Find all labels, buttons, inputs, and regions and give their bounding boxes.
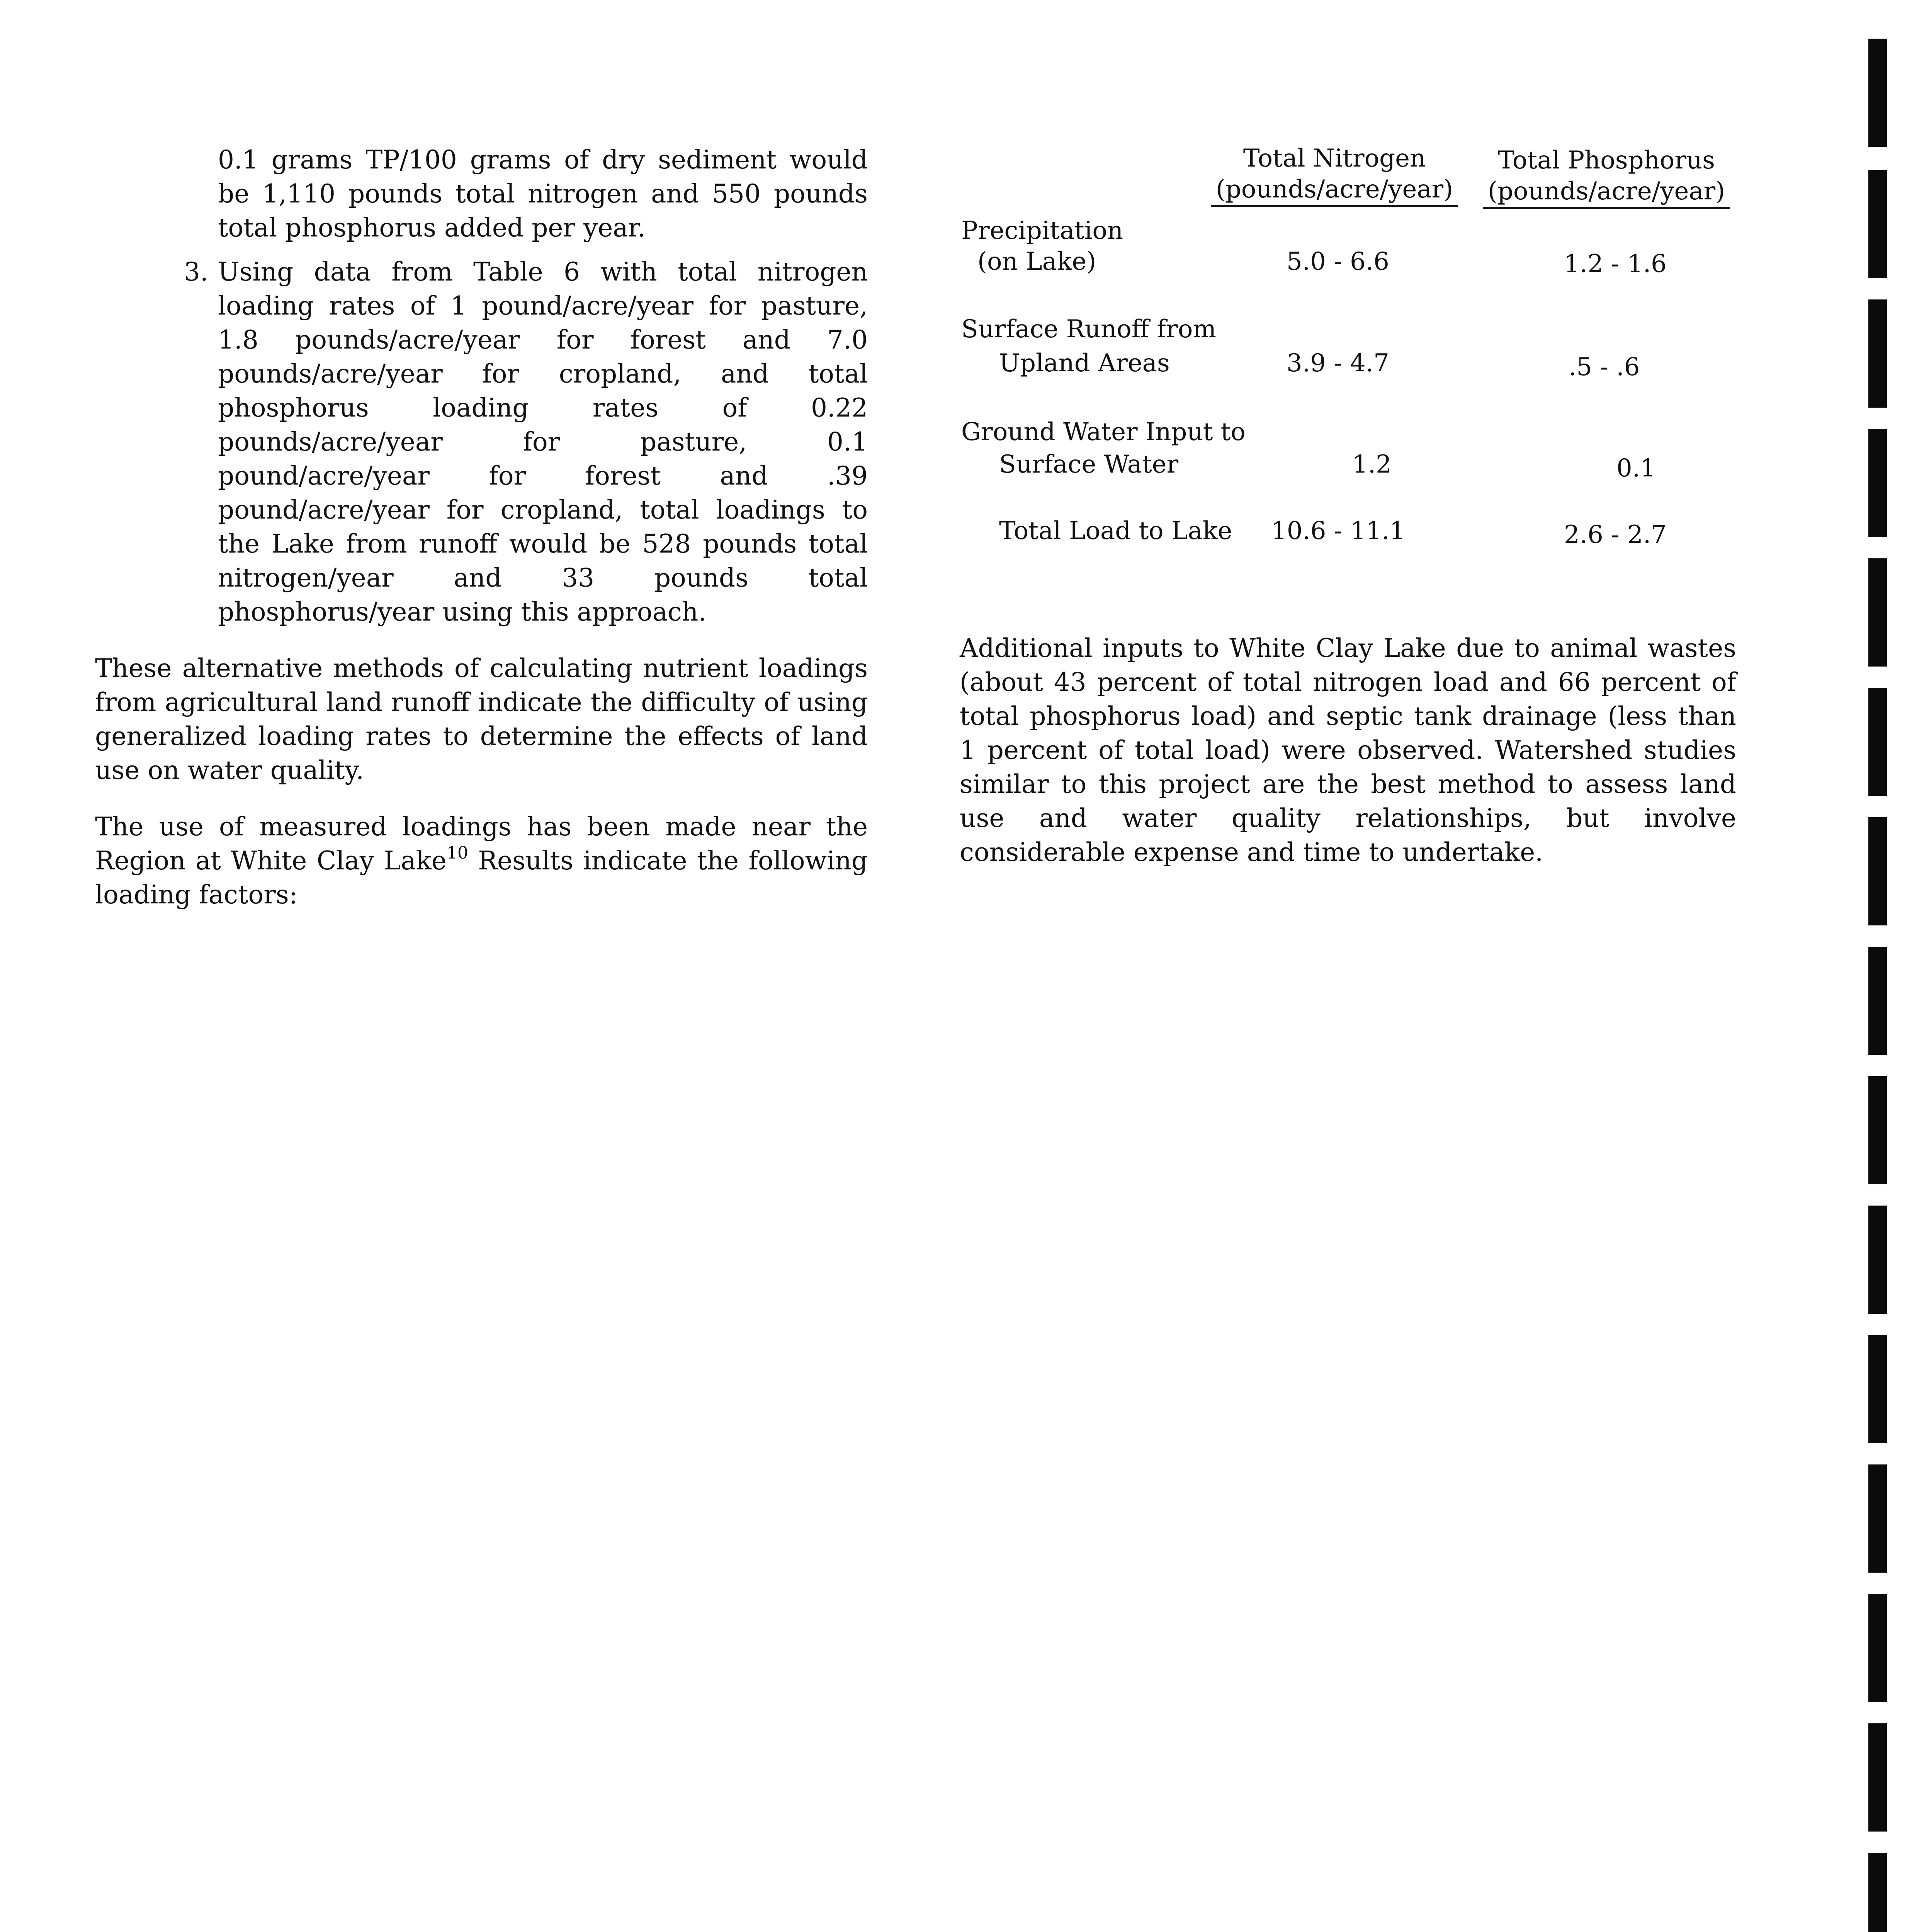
binding-mark — [1868, 1594, 1887, 1702]
binding-mark — [1868, 1076, 1887, 1184]
binding-mark — [1868, 1335, 1887, 1443]
column-header: Total Phosphorus — [1498, 146, 1715, 175]
continuation-paragraph: 0.1 grams TP/100 grams of dry sediment would be 1,110 pounds total nitrogen and 550 pounds total phosphorus added per year. — [218, 145, 868, 243]
nitrogen-value: 10.6 - 11.1 — [1271, 517, 1406, 545]
row-label: Surface Water — [999, 450, 1179, 479]
body-paragraph: Additional inputs to White Clay Lake due to animal wastes (about 43 percent of total nitrogen load and 66 percent of total phosphorus load) and septic tank drainage (less than 1 percent of total load) were observed. Watershed studies similar to this project are the best method to assess land use and water quality relationships, but involve considerable expense and time to undertake. — [960, 633, 1736, 867]
paragraph-text: The use of measured loadings has been made near the Region at White Clay Lake — [95, 812, 868, 876]
binding-mark — [1868, 688, 1887, 796]
paragraph-text: Results indicate the following loading factors: — [95, 846, 868, 910]
phosphorus-value: 2.6 - 2.7 — [1564, 520, 1667, 549]
list-item-text: Using data from Table 6 with total nitrogen loading rates of 1 pound/acre/year for pasture, 1.8 pounds/acre/year for forest and 7.0 pounds/acre/year for cropland, and total phosphorus loading rates of 0.22 pounds/acre/year for pasture, 0.1 pound/acre/year for forest and .39 pound/acre/year for cropland, total loadings to the Lake from runoff would be 528 pounds total nitrogen/year and 33 pounds total phosphorus/year using this approach. — [218, 257, 868, 627]
binding-mark — [1868, 429, 1887, 537]
row-label: Upland Areas — [999, 349, 1170, 378]
phosphorus-value: 0.1 — [1616, 454, 1656, 483]
binding-mark — [1868, 817, 1887, 925]
phosphorus-value: 1.2 - 1.6 — [1564, 250, 1667, 278]
row-label-total: Total Load to Lake — [999, 517, 1232, 545]
binding-mark — [1868, 1723, 1887, 1832]
binding-mark — [1868, 947, 1887, 1055]
nitrogen-value: 1.2 — [1352, 450, 1392, 479]
binding-mark — [1868, 170, 1887, 278]
body-paragraph — [95, 810, 868, 912]
binding-mark — [1868, 1853, 1887, 1932]
column-header-units: (pounds/acre/year) — [1483, 176, 1730, 209]
row-label: Precipitation — [961, 216, 1123, 245]
binding-mark — [1868, 299, 1887, 408]
row-label: Ground Water Input to — [961, 418, 1246, 446]
binding-mark — [1868, 1206, 1887, 1314]
binding-mark — [1868, 39, 1887, 147]
phosphorus-value: .5 - .6 — [1569, 353, 1640, 381]
right-column — [960, 631, 1736, 869]
list-item-number: 3. — [184, 257, 208, 287]
column-header: Total Nitrogen — [1243, 144, 1426, 173]
loading-factors-table — [0, 0, 1907, 580]
footnote-reference: 10 — [446, 843, 468, 863]
binding-mark — [1868, 558, 1887, 667]
row-label: (on Lake) — [977, 247, 1096, 276]
body-paragraph: These alternative methods of calculating nutrient loadings from agricultural land runoff indicate the difficulty of using generalized loading rates to determine the effects of land use on water quality. — [95, 653, 868, 785]
binding-mark — [1868, 1464, 1887, 1573]
column-header-units: (pounds/acre/year) — [1211, 174, 1458, 207]
nitrogen-value: 5.0 - 6.6 — [1287, 247, 1389, 276]
row-label: Surface Runoff from — [961, 315, 1217, 344]
nitrogen-value: 3.9 - 4.7 — [1287, 349, 1389, 378]
